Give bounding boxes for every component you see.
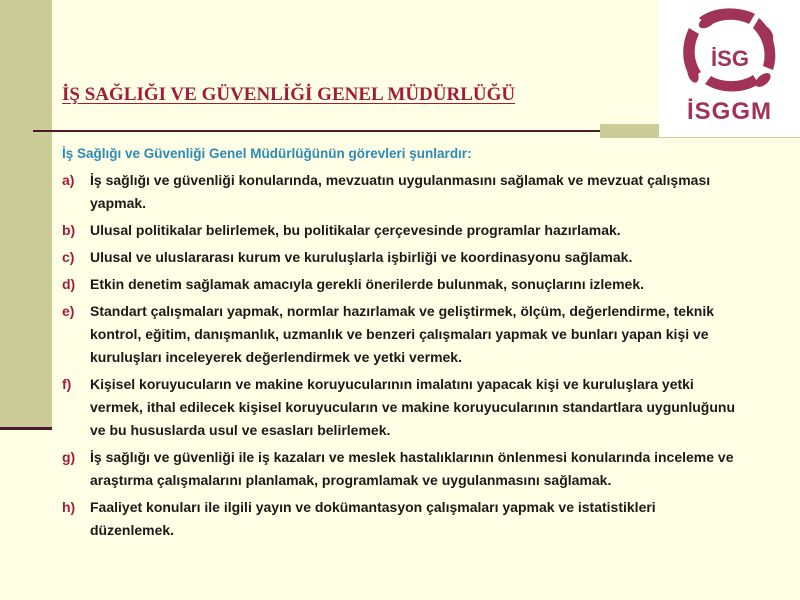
list-item	[62, 446, 742, 492]
list-item-text: Ulusal ve uluslararası kurum ve kuruluşlarla işbirliği ve koordinasyonu sağlamak.	[90, 249, 633, 265]
left-decorative-bar	[0, 0, 52, 427]
list-item	[62, 169, 742, 215]
left-bar-rule	[0, 427, 52, 430]
svg-text:İSG: İSG	[711, 46, 749, 71]
list-item-text: Kişisel koruyucuların ve makine koruyucularının imalatını yapacak kişi ve kuruluşlara yetki vermek, ithal edilecek kişisel koruyucuların ve makine koruyucularının standartlara uygunluğunu ve bu hususlarda usul ve esasları belirlemek.	[90, 376, 735, 438]
list-item	[62, 496, 742, 542]
list-item-letter: e)	[62, 303, 75, 319]
list-item-letter: f)	[62, 376, 72, 392]
list-item-letter: h)	[62, 499, 76, 515]
list-item	[62, 373, 742, 442]
list-item-text: Etkin denetim sağlamak amacıyla gerekli önerilerde bulunmak, sonuçlarını izlemek.	[90, 276, 644, 292]
duties-list	[62, 169, 742, 546]
list-item-letter: d)	[62, 276, 76, 292]
isggm-logo	[659, 0, 800, 137]
list-item-text: İş sağlığı ve güvenliği ile iş kazaları ve meslek hastalıklarının önlenmesi konularında inceleme ve araştırma çalışmalarını planlamak, programlamak ve uygulanmasını sağlamak.	[90, 449, 734, 488]
list-item	[62, 300, 742, 369]
isg-emblem-icon	[659, 0, 800, 100]
list-item-letter: a)	[62, 172, 75, 188]
list-item-text: İş sağlığı ve güvenliği konularında, mevzuatın uygulanmasını sağlamak ve mevzuat çalışması yapmak.	[90, 172, 711, 211]
page-title: İŞ SAĞLIĞI VE GÜVENLİĞİ GENEL MÜDÜRLÜĞÜ	[62, 84, 516, 105]
list-item-letter: g)	[62, 449, 76, 465]
list-item	[62, 273, 742, 296]
title-divider-rule	[33, 130, 600, 132]
list-item-text: Standart çalışmaları yapmak, normlar hazırlamak ve geliştirmek, ölçüm, değerlendirme, teknik kontrol, eğitim, danışmanlık, uzmanlık ve benzeri çalışmaları yapmak ve bunları yapan kişi ve kuruluşları inceleyerek değerlendirmek ve yetki vermek.	[90, 303, 715, 365]
list-item	[62, 219, 742, 242]
list-item-letter: b)	[62, 222, 76, 238]
list-item	[62, 246, 742, 269]
isggm-logo-text: İSGGM	[686, 98, 772, 125]
list-item-text: Ulusal politikalar belirlemek, bu politikalar çerçevesinde programlar hazırlamak.	[90, 222, 621, 238]
list-item-letter: c)	[62, 249, 75, 265]
intro-text: İş Sağlığı ve Güvenliği Genel Müdürlüğünün görevleri şunlardır:	[62, 146, 472, 161]
list-item-text: Faaliyet konuları ile ilgili yayın ve dokümantasyon çalışmaları yapmak ve istatistikleri düzenlemek.	[90, 499, 656, 538]
